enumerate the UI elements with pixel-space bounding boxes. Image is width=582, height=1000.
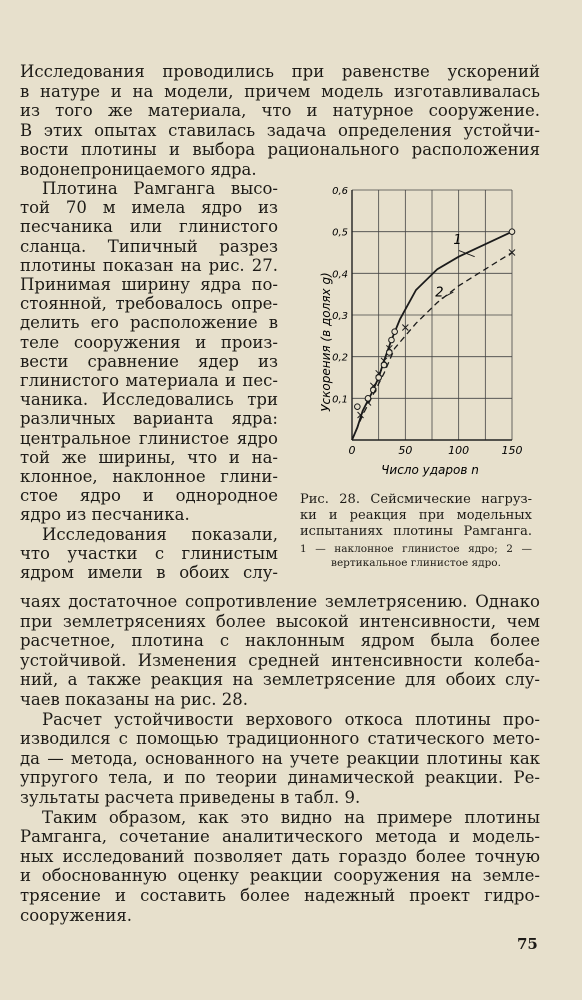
text-line: той 70 м имела ядро из [20, 198, 278, 218]
text-line: трясение и составить более надежный проект гидро- [20, 886, 540, 905]
data-point [389, 337, 395, 343]
text-line: вости плотины и выбора рационального расположения [20, 140, 540, 159]
text-line: различных варианта ядра: [20, 409, 278, 429]
y-tick-label: 0,5 [332, 227, 348, 239]
chart-grid [352, 190, 512, 440]
text-line: устойчивой. Изменения средней интенсивности колеба- [20, 650, 540, 670]
series-label: 1 [453, 233, 462, 249]
series-1 [352, 229, 515, 440]
y-tick-label: 0,1 [332, 394, 348, 406]
y-tick-label: 0,4 [332, 269, 348, 281]
text-line: центральное глинистое ядро [20, 428, 278, 448]
legend-line: вертикальное глинистое ядро. [331, 557, 501, 569]
text-line: В этих опытах ставилась задача определения устойчи- [20, 120, 540, 140]
text-line: ний, а также реакция на землетрясение для обоих слу- [20, 670, 540, 690]
text-line: зультаты расчета приведены в табл. 9. [20, 788, 361, 807]
text-line: в натуре и на модели, причем модель изготавливалась [20, 81, 540, 101]
caption-line: Рис. 28. Сейсмические нагруз- [300, 492, 532, 507]
text-line: Таким образом, как это видно на примере плотины [42, 807, 540, 827]
text-line: и обоснованную оценку реакции сооружения на земле- [20, 866, 540, 886]
text-line: чаях достаточное сопротивление землетрясению. Однако [20, 592, 540, 611]
text-line: расчетное, плотина с наклонным ядром была более [20, 631, 540, 651]
caption-line: испытаниях плотины Рамганга. [300, 524, 532, 539]
text-line: той же ширины, что и на- [20, 447, 278, 467]
y-tick-label: 0,2 [332, 352, 348, 364]
y-axis-label: Ускорения (в долях g) [319, 272, 333, 412]
text-line: водонепроницаемого ядра. [20, 159, 257, 179]
data-point [392, 329, 398, 335]
x-tick-label: 50 [398, 444, 413, 457]
text-line: Рамганга, сочетание аналитического метода и модель- [20, 827, 540, 847]
chart-series [352, 229, 515, 440]
x-tick-label: 0 [348, 444, 356, 457]
x-axis-label: Число ударов n [381, 463, 479, 477]
text-line: Исследования проводились при равенстве ускорений [20, 62, 540, 81]
text-line: теле сооружения и произ- [20, 332, 278, 352]
text-line: чаев показаны на рис. 28. [20, 690, 248, 709]
text-line: сланца. Типичный разрез [20, 236, 278, 256]
page-number: 75 [517, 935, 538, 953]
text-line: Принимая ширину ядра по- [20, 275, 278, 294]
seismic-chart [300, 182, 550, 482]
text-line: из того же материала, что и натурное сооружение. [20, 101, 540, 120]
text-line: стоянной, требовалось опре- [20, 294, 278, 314]
text-line: Плотина Рамганга высо- [42, 179, 278, 198]
text-line: да — методa, основанного на учете реакции плотины как [20, 748, 540, 768]
text-line: Расчет устойчивости верхового откоса плотины про- [42, 709, 540, 729]
text-line: ных исследований позволяет дать гораздо более точную [20, 846, 540, 866]
legend-line: 1 — наклонное глинистое ядро; 2 — [300, 543, 532, 555]
text-line: стое ядро и однородное [20, 486, 278, 506]
text-line: что участки с глинистым [20, 543, 278, 563]
caption-line: ки и реакция при модельных [300, 508, 532, 523]
text-line: упругого тела, и по теории динамической реакции. Ре- [20, 768, 540, 788]
text-line: клонное, наклонное глини- [20, 467, 278, 486]
text-line: изводился с помощью традиционного статического мето- [20, 729, 540, 749]
text-line: песчаника или глинистого [20, 217, 278, 237]
text-line: чаника. Исследовались три [20, 390, 278, 410]
y-tick-label: 0,6 [332, 186, 348, 197]
y-tick-label: 0,3 [332, 311, 348, 322]
text-line: ядром имели в обоих слу- [20, 563, 278, 582]
series-2 [352, 250, 515, 441]
data-point [509, 229, 515, 235]
text-line: при землетрясениях более высокой интенсивности, чем [20, 611, 540, 631]
series-label: 2 [435, 285, 444, 301]
text-line: сооружения. [20, 905, 132, 925]
data-point [355, 404, 361, 410]
text-line: глинистого материала и пес- [20, 371, 278, 390]
text-line: делить его расположение в [20, 313, 278, 333]
text-line: Исследования показали, [42, 524, 278, 544]
text-line: плотины показан на рис. 27. [20, 255, 278, 275]
text-line: вести сравнение ядер из [20, 351, 278, 371]
x-tick-label: 150 [501, 444, 523, 457]
x-tick-label: 100 [448, 444, 470, 457]
text-line: ядро из песчаника. [20, 505, 190, 525]
